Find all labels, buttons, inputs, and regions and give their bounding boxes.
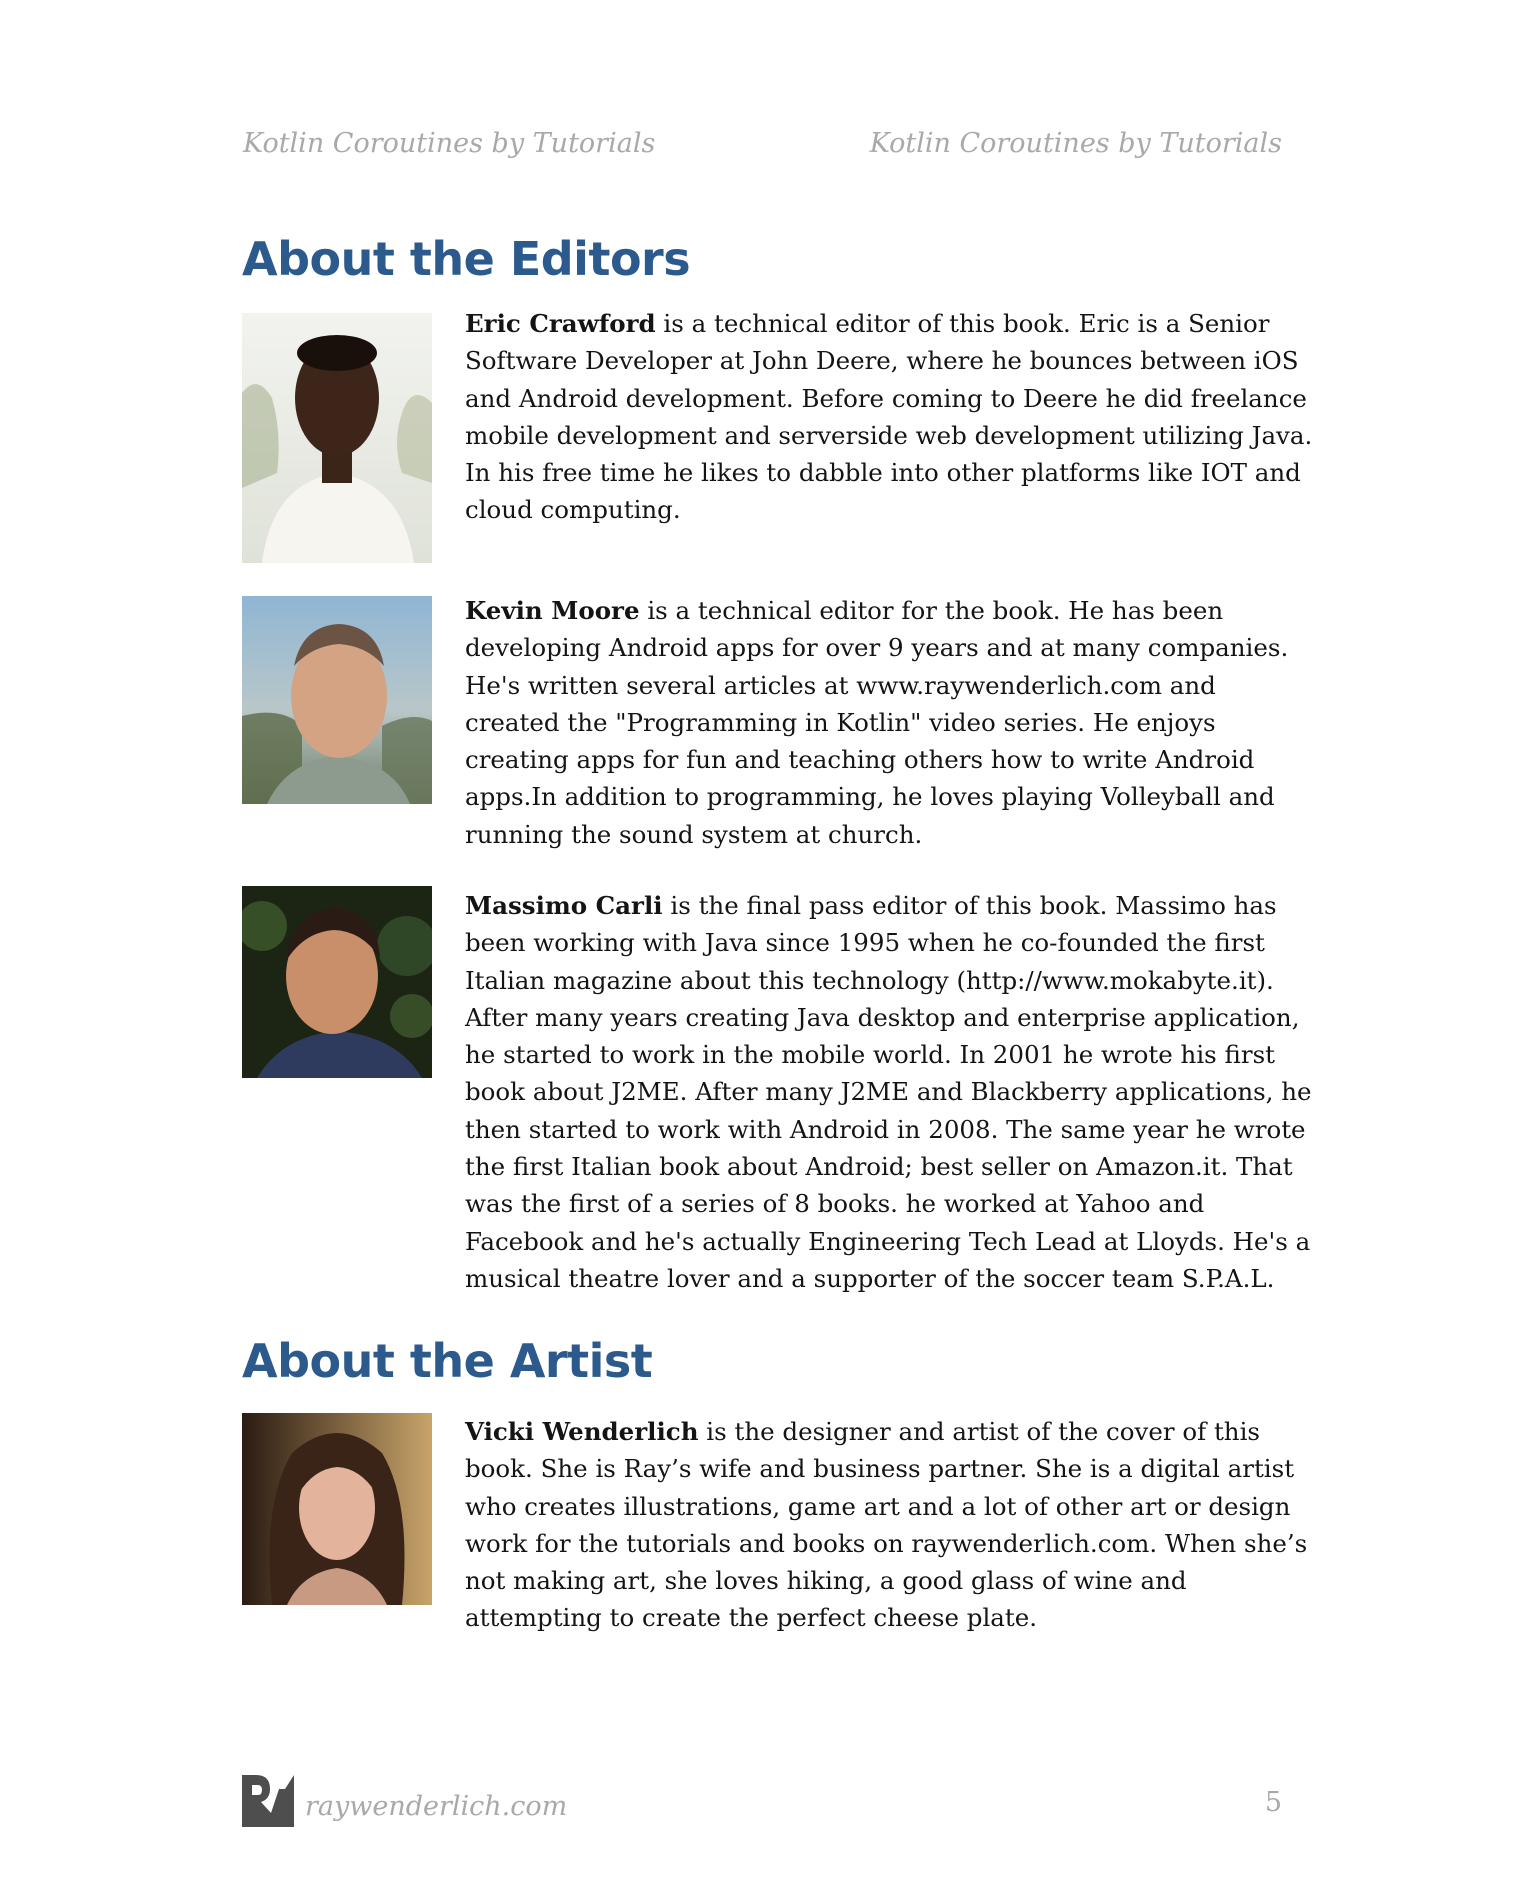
raywenderlich-logo-icon (242, 1775, 294, 1827)
running-header-left: Kotlin Coroutines by Tutorials (243, 128, 656, 159)
vicki-wenderlich-photo (242, 1413, 432, 1605)
portrait-placeholder-icon (242, 886, 432, 1078)
kevin-moore-photo (242, 596, 432, 804)
vicki-wenderlich-bio (465, 1413, 1315, 1637)
massimo-carli-bio (465, 887, 1315, 1297)
artist-name: Vicki Wenderlich (465, 1417, 699, 1446)
portrait-placeholder-icon (242, 1413, 432, 1605)
portrait-placeholder-icon (242, 313, 432, 563)
running-header (243, 128, 1282, 168)
massimo-carli-photo (242, 886, 432, 1078)
page-footer (242, 1775, 1282, 1835)
editor-name: Eric Crawford (465, 309, 656, 338)
kevin-moore-bio (465, 592, 1315, 853)
page-number: 5 (1264, 1787, 1282, 1818)
editors-section-title: About the Editors (242, 232, 691, 286)
editor-bio-text: is a technical editor for the book. He has been developing Android apps for over 9 years and at many companies. He's written several articles at www.raywenderlich.com and created the "Programming in Kotlin" video series. He enjoys creating apps for fun and teaching others how to write Android apps.In addition to programming, he loves playing Volleyball and running the sound system at church. (465, 596, 1289, 849)
artist-bio-text: is the designer and artist of the cover of this book. She is Ray’s wife and business partner. She is a digital artist who creates illustrations, game art and a lot of other art or design work for the tutorials and books on raywenderlich.com. When she’s not making art, she loves hiking, a good glass of wine and attempting to create the perfect cheese plate. (465, 1417, 1308, 1633)
editor-name: Kevin Moore (465, 596, 640, 625)
editor-name: Massimo Carli (465, 891, 663, 920)
portrait-placeholder-icon (242, 596, 432, 804)
editor-bio-text: is a technical editor of this book. Eric is a Senior Software Developer at John Deere, where he bounces between iOS and Android development. Before coming to Deere he did freelance mobile development and serverside web development utilizing Java. In his free time he likes to dabble into other platforms like IOT and cloud computing. (465, 309, 1313, 525)
artist-section-title: About the Artist (242, 1334, 653, 1388)
footer-site-name: raywenderlich.com (305, 1791, 568, 1822)
eric-crawford-photo (242, 313, 432, 563)
running-header-right: Kotlin Coroutines by Tutorials (869, 128, 1282, 159)
eric-crawford-bio (465, 305, 1315, 529)
editor-bio-text: is the final pass editor of this book. Massimo has been working with Java since 1995 when he co-founded the first Italian magazine about this technology (http://www.mokabyte.it). After many years creating Java desktop and enterprise application, he started to work in the mobile world. In 2001 he wrote his first book about J2ME. After many J2ME and Blackberry applications, he then started to work with Android in 2008. The same year he wrote the first Italian book about Android; best seller on Amazon.it. That was the first of a series of 8 books. he worked at Yahoo and Facebook and he's actually Engineering Tech Lead at Lloyds. He's a musical theatre lover and a supporter of the soccer team S.P.A.L. (465, 891, 1312, 1293)
